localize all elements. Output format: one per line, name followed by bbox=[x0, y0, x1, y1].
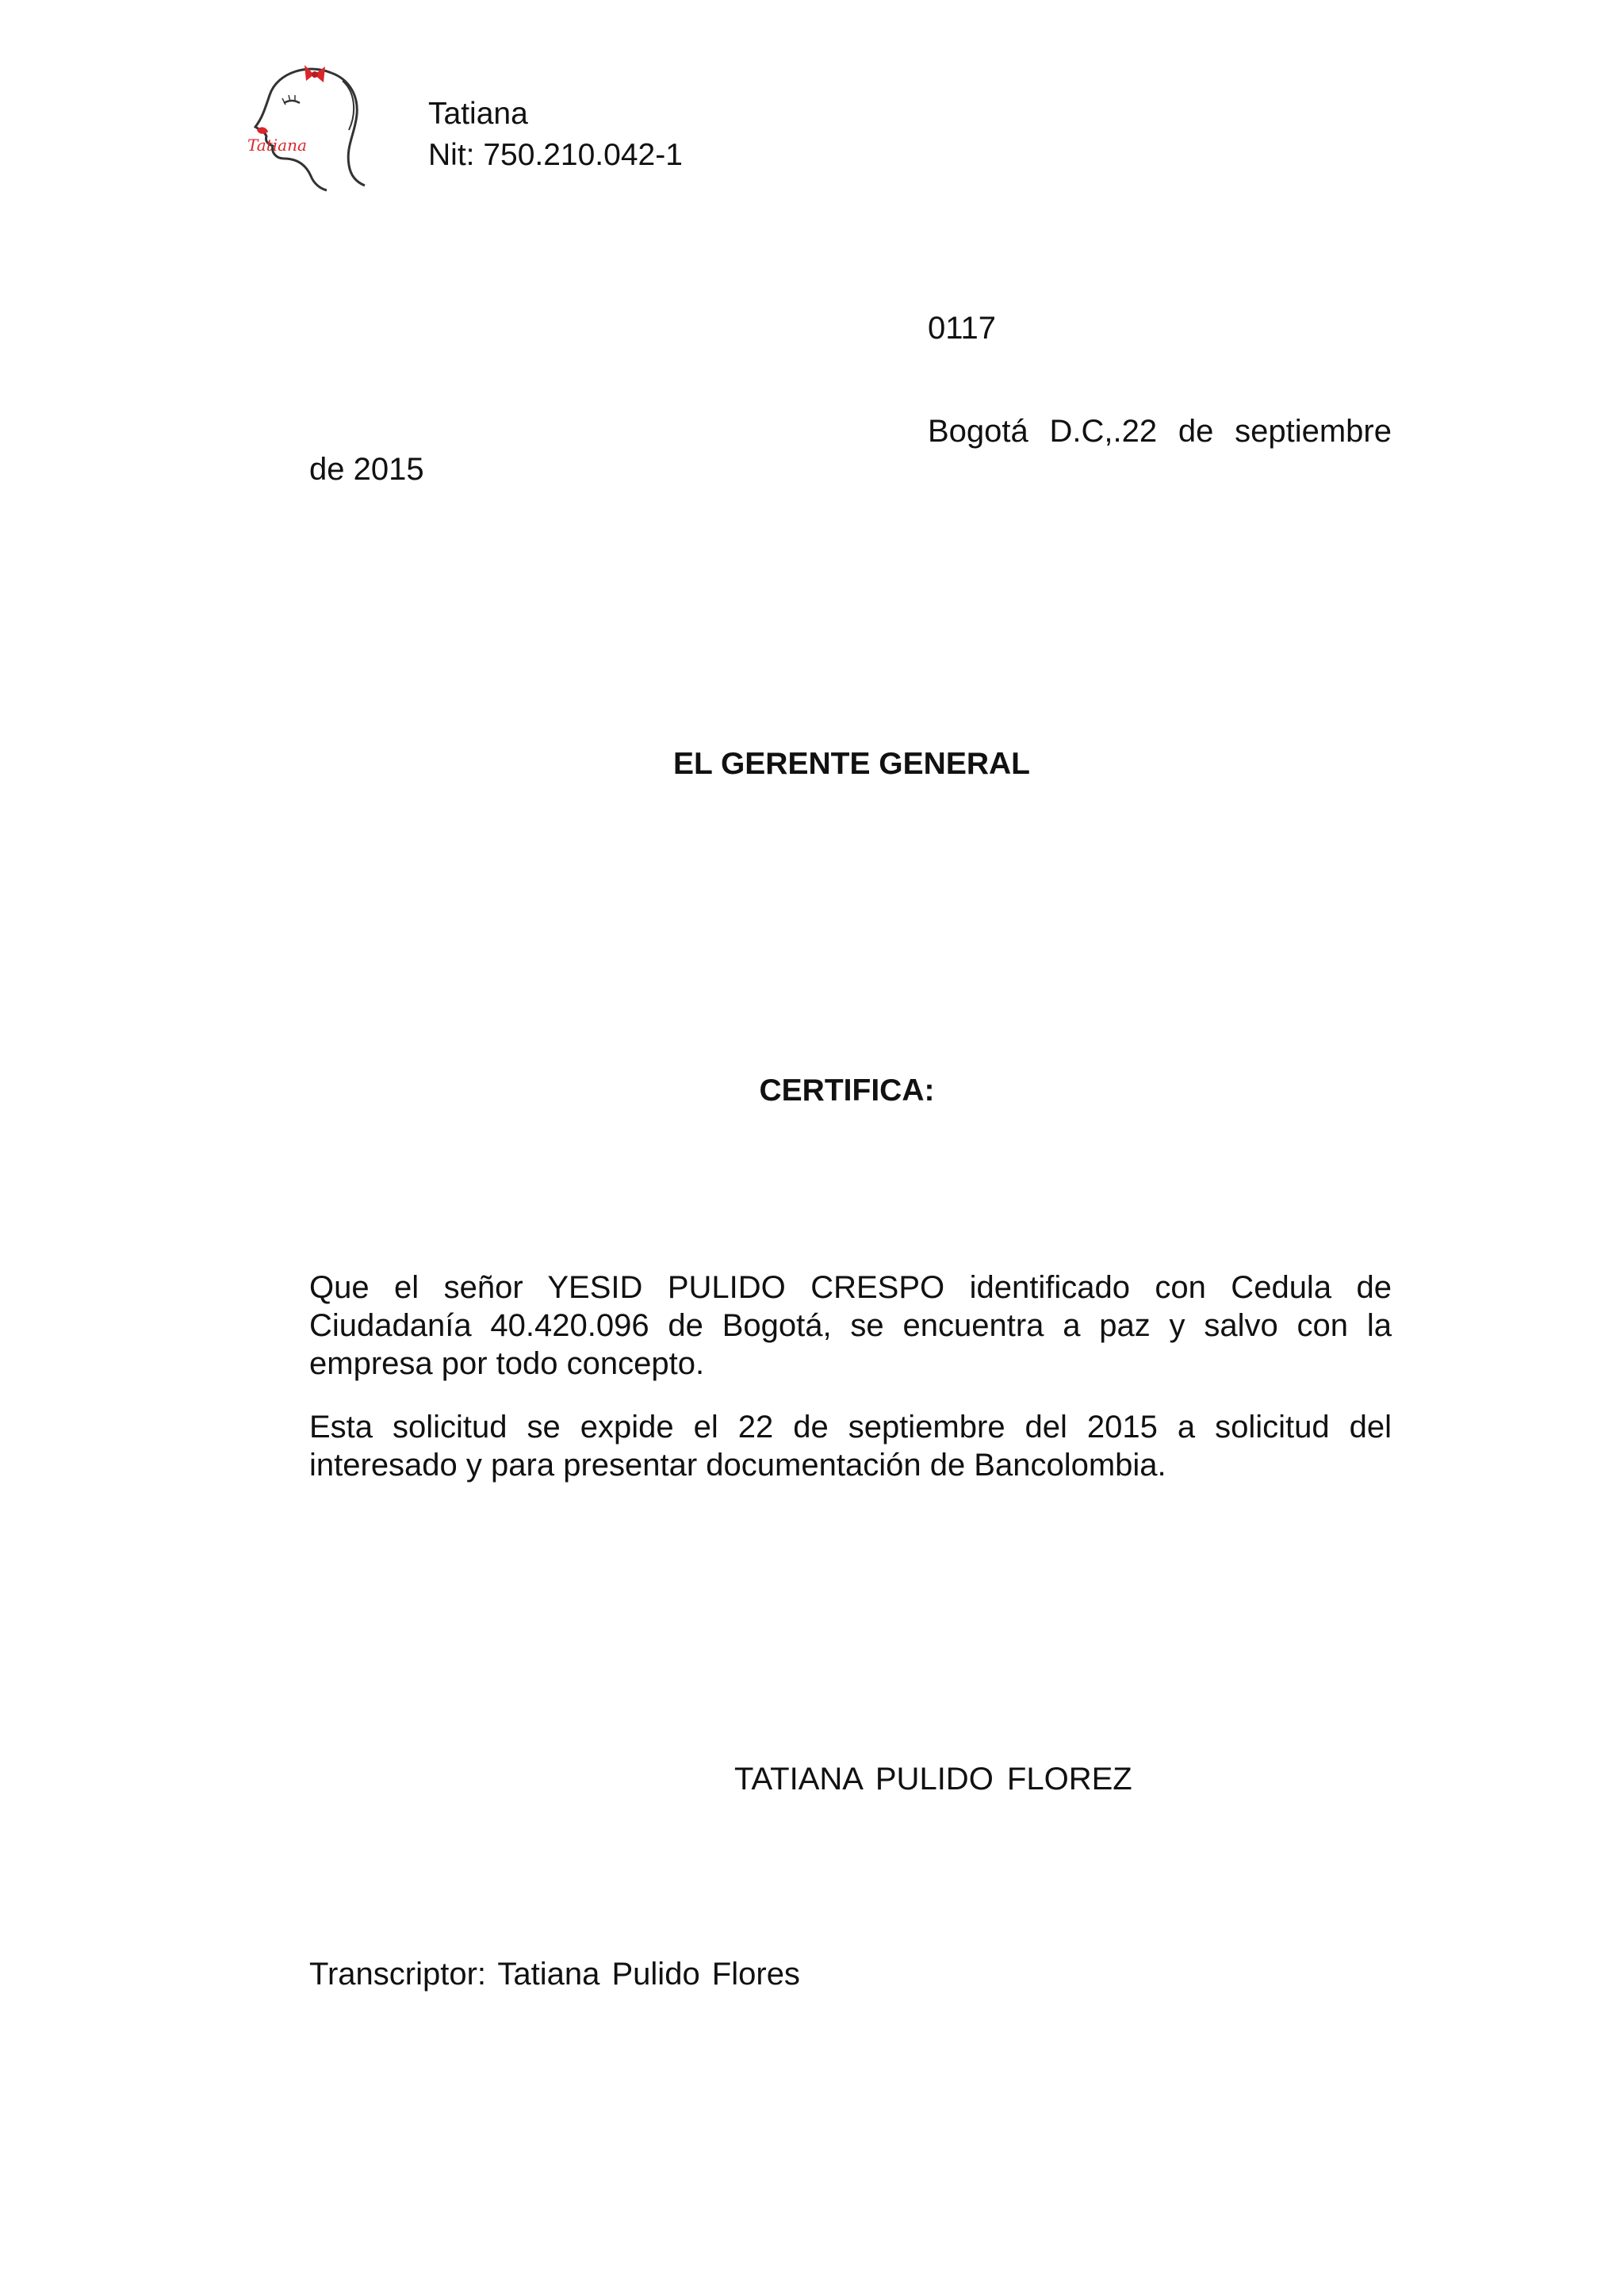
reference-number: 0117 bbox=[928, 311, 997, 346]
signer-name: TATIANA PULIDO FLOREZ bbox=[734, 1762, 1132, 1797]
certificate-paragraph-1: Que el señor YESID PULIDO CRESPO identificado con Cedula de Ciudadanía 40.420.096 de Bogotá, se encuentra a paz y salvo con la empresa por todo concepto. bbox=[309, 1270, 1392, 1381]
issuer-heading: EL GERENTE GENERAL bbox=[672, 747, 1030, 781]
certificate-paragraph-2: Esta solicitud se expide el 22 de septiembre del 2015 a solicitud del interesado y para presentar documentación de Bancolombia. bbox=[309, 1410, 1392, 1483]
company-nit: Nit: 750.210.042-1 bbox=[428, 138, 683, 172]
logo-wordmark: Tatiana bbox=[247, 136, 307, 155]
date-line-2: de 2015 bbox=[309, 452, 424, 487]
company-header bbox=[428, 94, 683, 176]
certifies-heading: CERTIFICA: bbox=[759, 1073, 935, 1108]
company-logo bbox=[238, 57, 381, 192]
company-name: Tatiana bbox=[428, 97, 528, 131]
date-line-1: Bogotá D.C,.22 de septiembre bbox=[928, 414, 1392, 449]
transcriptor-line: Transcriptor: Tatiana Pulido Flores bbox=[309, 1957, 800, 1992]
face-logo-icon bbox=[238, 57, 381, 192]
